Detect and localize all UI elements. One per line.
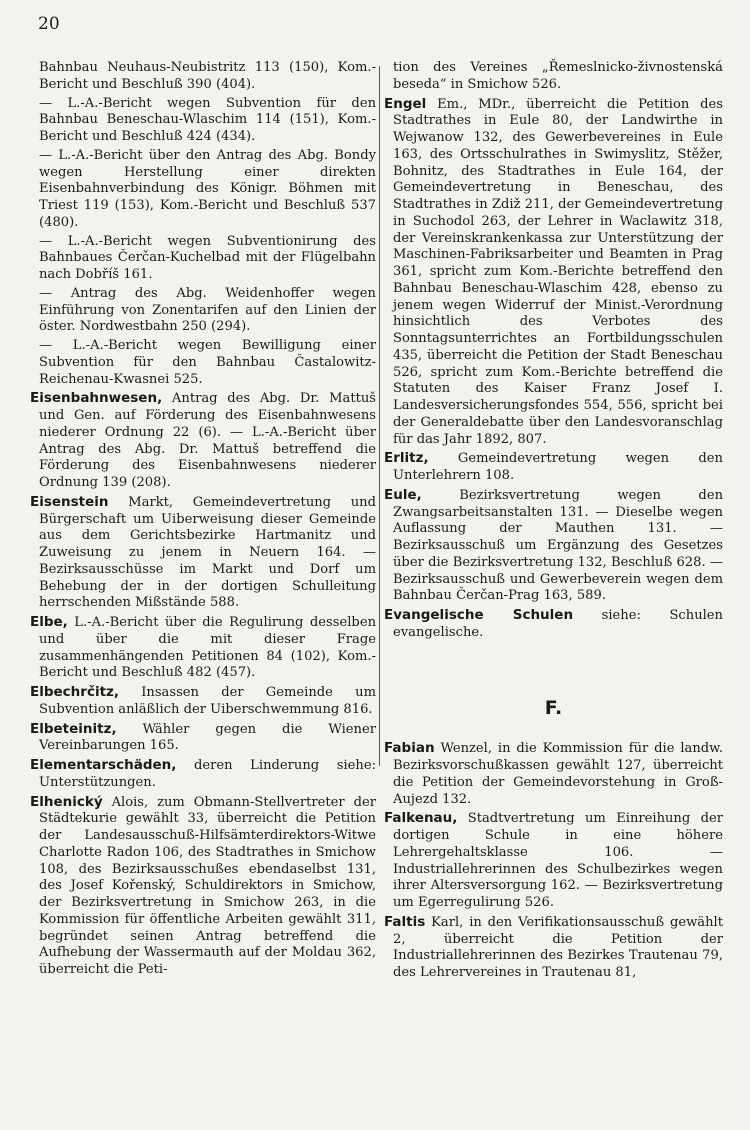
right-column (384, 60, 723, 1120)
entry-text: Antrag des Abg. Dr. Mattuš und Gen. auf Förderung des Eisenbahnwesens niederer Ordnung 22 (6). — L.-A.-Bericht über Antrag des Abg. Dr. Mattuš betreffend die Förderung des Eisenbahnwesens niederer Ordnung 139 (208). (39, 391, 376, 490)
entry-heading: Engel (384, 95, 427, 112)
entry-text: Wenzel, in die Kommission für die landw. Bezirksvorschußkassen gewählt 127, überreicht die Petition der Gemeindevorstehung in Groß-Aujezd 132. (393, 741, 723, 807)
index-entry-continuation: Bahnbau Neuhaus-Neubistritz 113 (150), Kom.-Bericht und Beschluß 390 (404). (39, 60, 376, 92)
index-entry (30, 390, 376, 492)
entry-text: Em., MDr., überreicht die Petition des Stadtrathes in Eule 80, der Landwirthe in Wejwanow 132, des Gewerbevereines in Eule 163, des Ortsschulrathes in Swimyslitz, Stěžer, Bohnitz, des Stadtrathes in Eule 164, der Gemeindevertretung in Beneschau, des Stadtrathes in Zdiž 211, der Gemeindevertretung in Suchodol 263, der Lehrer in Waclawitz 318, der Vereinskrankenkassa zur Unterstützung der Maschinen-Fabriksarbeiter und Beamten in Prag 361, spricht zum Kom.-Berichte betreffend den Bahnbau Beneschau-Wlaschim 428, ebenso zu jenem wegen Widerruf der Minist.-Verordnung hinsichtlich des Verbotes des Sonntagsunterrichtes an Fortbildungsschulen 435, überreicht die Petition der Stadt Beneschau 526, spricht zum Kom.-Berichte betreffend die Statuten des Kaiser Franz Josef I. Landesversicherungsfondes 554, 556, spricht bei der Generaldebatte über den Landesvoranschlag für das Jahr 1892, 807. (393, 96, 723, 447)
index-entry (30, 757, 376, 792)
index-entry (384, 487, 723, 605)
left-column (30, 60, 376, 1120)
page-number: 20 (38, 14, 60, 34)
index-entry (30, 684, 376, 719)
index-entry (384, 810, 723, 912)
entry-text: deren Linderung siehe: Unterstützungen. (39, 758, 376, 790)
entry-text: Bezirksvertretung wegen den Zwangsarbeitsanstalten 131. — Dieselbe wegen Auflassung der Mauthen 131. — Bezirksausschuß um Ergänzung des Gesetzes über die Bezirksvertretung 132, Beschluß 628. — Bezirksausschuß und Gewerbeverein wegen dem Bahnbau Čerčan-Prag 163, 589. (393, 487, 723, 604)
entry-text: Gemeindevertretung wegen den Unterlehrern 108. (393, 451, 723, 483)
entry-text: Stadtvertretung um Einreihung der dortigen Schule in eine höhere Lehrergehaltsklasse 106. — Industriallehrerinnen des Schulbezirkes wegen ihrer Altersversorgung 162. — Bezirksvertretung um Egerregulirung 526. (393, 811, 723, 910)
index-subentry: — Antrag des Abg. Weidenhoffer wegen Einführung von Zonentarifen auf den Linien der öster. Nordwestbahn 250 (294). (39, 285, 376, 335)
index-entry (30, 721, 376, 756)
entry-heading: Eisenbahnwesen, (30, 390, 163, 407)
entry-text: Wähler gegen die Wiener Vereinbarungen 165. (39, 721, 376, 754)
index-entry (384, 450, 723, 485)
entry-heading: Elbechrčitz, (30, 684, 120, 700)
entry-heading: Elementarschäden, (30, 757, 177, 773)
index-subentry: — L.-A.-Bericht wegen Bewilligung einer Subvention für den Bahnbau Častalowitz-Reichenau-Kwasnei 525. (39, 338, 376, 387)
entry-text: siehe: Schulen evangelische. (393, 608, 723, 640)
index-subentry: — L.-A.-Bericht wegen Subvention für den Bahnbau Beneschau-Wlaschim 114 (151), Kom.-Bericht und Beschluß 424 (434). (39, 95, 376, 144)
index-entry (30, 614, 376, 682)
entry-heading: Fabian (384, 740, 435, 757)
entry-heading: Evangelische Schulen (384, 607, 574, 623)
entry-text: Alois, zum Obmann-Stellvertreter der Städtekurie gewählt 33, überreicht die Petition der Landesausschuß-Hilfsämterdirektors-Witwe Charlotte Radon 106, des Stadtrathes in Smichow 108, des Bezirksausschußes ebendaselbst 131, des Josef Kořenský, Schuldirektors in Smichow, der Bezirksvertretung in Smichow 263, in die Kommission für öffentliche Arbeiten gewählt 311, begründet seinen Antrag betreffend die Aufhebung der Wassermauth auf der Moldau 362, überreicht die Peti- (39, 794, 376, 977)
entry-text: L.-A.-Bericht über die Regulirung desselben und über die mit dieser Frage zusammenhängenden Petitionen 84 (102), Kom.-Bericht und Beschluß 482 (457). (39, 615, 376, 681)
entry-heading: Erlitz, (384, 450, 429, 467)
index-entry (30, 794, 376, 979)
index-entry (384, 607, 723, 642)
section-letter: F. (544, 696, 563, 719)
index-entry-continuation: tion des Vereines „Řemeslnicko-živnostenská beseda“ in Smichow 526. (393, 60, 723, 92)
entry-heading: Elhenický (30, 793, 103, 810)
entry-text: Karl, in den Verifikationsausschuß gewählt 2, überreicht die Petition der Industriallehrerinnen des Bezirkes Trautenau 79, des Lehrervereines in Trautenau 81, (393, 914, 723, 980)
entry-heading: Faltis (384, 913, 426, 930)
index-entry (384, 914, 723, 982)
entry-heading: Elbe, (30, 614, 68, 630)
index-subentry: — L.-A.-Bericht über den Antrag des Abg. Bondy wegen Herstellung einer direkten Eisenbahnverbindung des Königr. Böhmen mit Triest 119 (153), Kom.-Bericht und Beschluß 537 (480). (39, 147, 376, 230)
entry-text: Markt, Gemeindevertretung und Bürgerschaft um Uiberweisung dieser Gemeinde aus dem Gerichtsbezirke Hartmanitz und Zuweisung zu jenem in Neuern 164. — Bezirksausschüsse im Markt und Dorf um Behebung der in der dortigen Schulleitung herrschenden Mißstände 588. (39, 494, 376, 611)
entry-text: Insassen der Gemeinde um Subvention anläßlich der Uiberschwemmung 816. (39, 685, 376, 717)
index-entry (30, 494, 376, 612)
column-divider (379, 66, 380, 766)
index-entry (384, 96, 723, 449)
index-entry (384, 740, 723, 808)
entry-heading: Elbeteinitz, (30, 720, 117, 737)
entry-heading: Falkenau, (384, 810, 458, 827)
entry-heading: Eule, (384, 486, 422, 503)
entry-heading: Eisenstein (30, 493, 109, 510)
index-subentry: — L.-A.-Bericht wegen Subventionirung des Bahnbaues Čerčan-Kuchelbad mit der Flügelbahn nach Dobříš 161. (39, 233, 376, 282)
